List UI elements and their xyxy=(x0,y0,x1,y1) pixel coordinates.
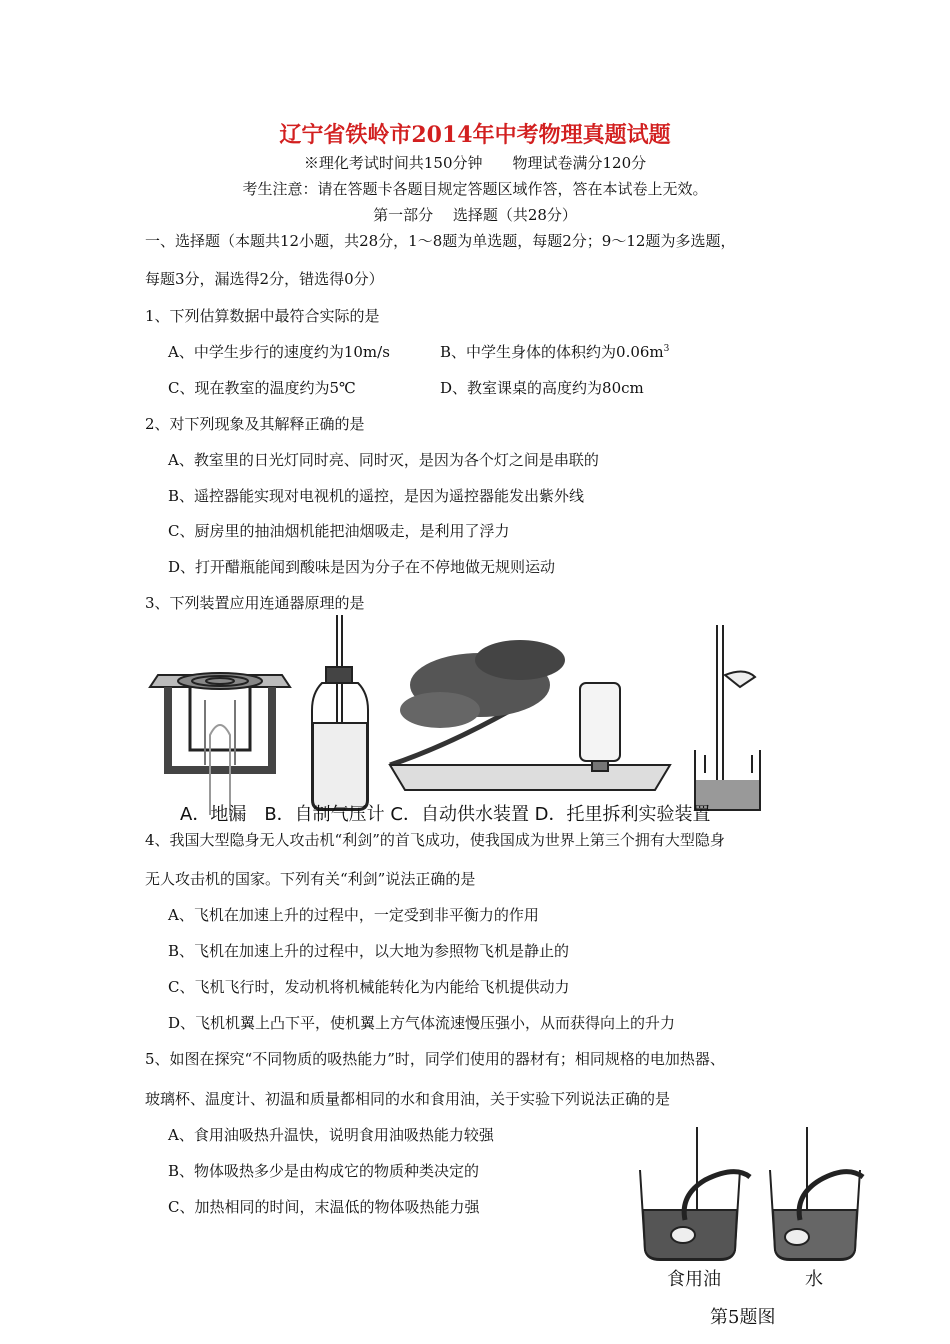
q1-option-d: D、教室课桌的高度约为80cm xyxy=(440,379,644,397)
q1-option-b-sup: 3 xyxy=(663,344,670,354)
exam-info: ※理化考试时间共150分钟 物理试卷满分120分 xyxy=(303,154,647,172)
q1-stem: 1、下列估算数据中最符合实际的是 xyxy=(145,307,380,325)
q5-option-b: B、物体吸热多少是由构成它的物质种类决定的 xyxy=(168,1162,480,1180)
label-oil: 食用油 xyxy=(667,1269,721,1290)
q5-option-c: C、加热相同的时间，末温低的物体吸热能力强 xyxy=(168,1198,480,1216)
oil-beaker-illustration xyxy=(640,1127,750,1260)
section-header-line1: 一、选择题（本题共12小题，共28分，1～8题为单选题，每题2分；9～12题为多选题， xyxy=(145,232,736,250)
q2-option-c: C、厨房里的抽油烟机能把油烟吸走，是利用了浮力 xyxy=(168,522,510,540)
q4-stem-line1: 4、我国大型隐身无人攻击机“利剑”的首飞成功，使我国成为世界上第三个拥有大型隐身 xyxy=(145,831,725,849)
q3-stem: 3、下列装置应用连通器原理的是 xyxy=(145,594,365,612)
q4-option-d: D、飞机机翼上凸下平，使机翼上方气体流速慢压强小，从而获得向上的升力 xyxy=(168,1014,676,1032)
barometer-bottle-illustration xyxy=(312,615,368,810)
q2-stem: 2、对下列现象及其解释正确的是 xyxy=(145,415,365,433)
q1-option-b xyxy=(440,341,669,362)
q5-stem-line1: 5、如图在探究“不同物质的吸热能力”时，同学们使用的器材有；相同规格的电加热器、 xyxy=(145,1050,725,1068)
q4-option-b: B、飞机在加速上升的过程中，以大地为参照物飞机是静止的 xyxy=(168,942,570,960)
water-beaker-illustration xyxy=(770,1127,863,1260)
q1-option-a: A、中学生步行的速度约为10m/s xyxy=(168,343,390,361)
part-title: 第一部分 选择题（共28分） xyxy=(373,206,577,224)
q5-figure-caption: 第5题图 xyxy=(710,1307,776,1328)
auto-water-supply-illustration xyxy=(390,640,670,790)
label-water: 水 xyxy=(805,1269,823,1290)
q1-option-b-text: B、中学生身体的体积约为0.06m xyxy=(440,343,664,361)
q4-option-c: C、飞机飞行时，发动机将机械能转化为内能给飞机提供动力 xyxy=(168,978,570,996)
q2-option-b: B、遥控器能实现对电视机的遥控，是因为遥控器能发出紫外线 xyxy=(168,487,585,505)
q1-option-c: C、现在教室的温度约为5℃ xyxy=(168,379,356,397)
q4-option-a: A、飞机在加速上升的过程中，一定受到非平衡力的作用 xyxy=(168,906,539,924)
q2-option-d: D、打开醋瓶能闻到酸味是因为分子在不停地做无规则运动 xyxy=(168,558,556,576)
floor-drain-illustration xyxy=(150,673,290,815)
notice: 考生注意：请在答题卡各题目规定答题区域作答，答在本试卷上无效。 xyxy=(242,180,708,198)
q2-option-a: A、教室里的日光灯同时亮、同时灭，是因为各个灯之间是串联的 xyxy=(168,451,599,469)
page-title: 辽宁省铁岭市2014年中考物理真题试题 xyxy=(279,122,671,148)
q4-stem-line2: 无人攻击机的国家。下列有关“利剑”说法正确的是 xyxy=(145,870,476,888)
q3-caption: A．地漏 B．自制气压计 C．自动供水装置 D．托里拆利实验装置 xyxy=(180,804,711,825)
q5-option-a: A、食用油吸热升温快，说明食用油吸热能力较强 xyxy=(168,1126,494,1144)
torricelli-apparatus-illustration xyxy=(695,625,760,810)
q5-figure xyxy=(625,1125,865,1335)
section-header-line2: 每题3分，漏选得2分，错选得0分） xyxy=(145,270,384,288)
q5-stem-line2: 玻璃杯、温度计、初温和质量都相同的水和食用油，关于实验下列说法正确的是 xyxy=(145,1090,671,1108)
q3-figure xyxy=(140,615,820,830)
